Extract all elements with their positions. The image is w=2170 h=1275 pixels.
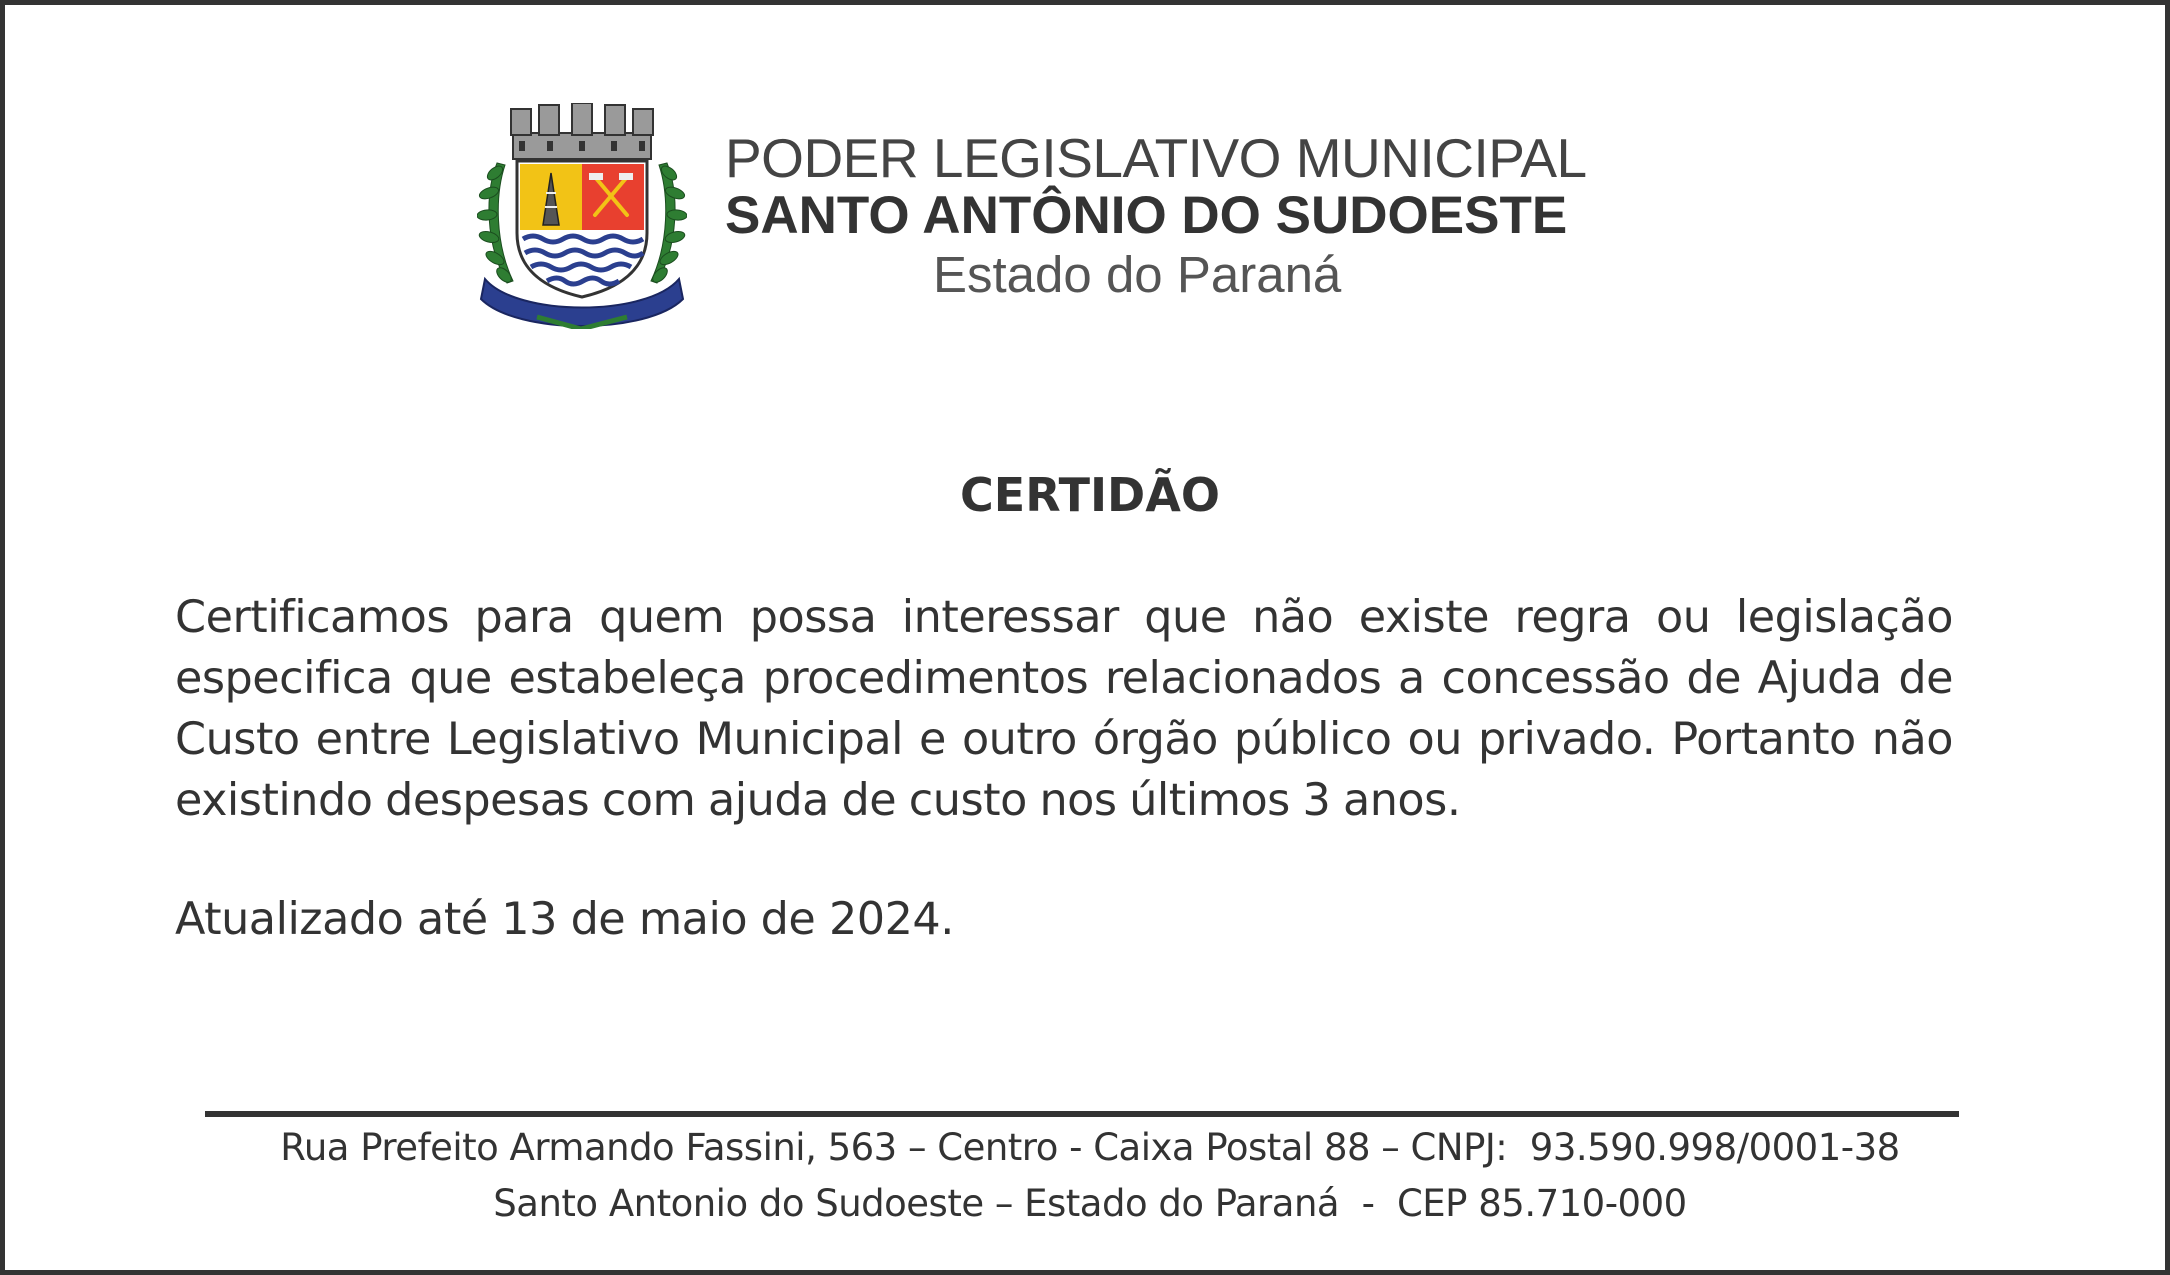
municipality-name: SANTO ANTÔNIO DO SUDOESTE (725, 186, 1568, 245)
footer-address: Rua Prefeito Armando Fassini, 563 – Centro - Caixa Postal 88 – CNPJ: 93.590.998/0001-38 (280, 1126, 1900, 1169)
update-date: Atualizado até 13 de maio de 2024. (175, 894, 954, 945)
footer-city-cep: Santo Antonio do Sudoeste – Estado do Paraná - CEP 85.710-000 (493, 1182, 1687, 1225)
document-title: CERTIDÃO (960, 468, 1220, 522)
institution-header (725, 129, 1585, 305)
certificate-body: Certificamos para quem possa interessar que não existe regra ou legislação especifica que estabeleça procedimentos relacionados a concessão de Ajuda de Custo entre Legislativo Municipal e outro órgão público ou privado. Portanto não existindo despesas com ajuda de custo nos últimos 3 anos. (175, 592, 1953, 826)
footer-divider (205, 1111, 1959, 1117)
state-name: Estado do Paraná (933, 246, 1342, 303)
coat-of-arms-icon (477, 103, 687, 329)
municipal-coat-of-arms (477, 103, 687, 329)
institution-name: PODER LEGISLATIVO MUNICIPAL (725, 127, 1587, 189)
